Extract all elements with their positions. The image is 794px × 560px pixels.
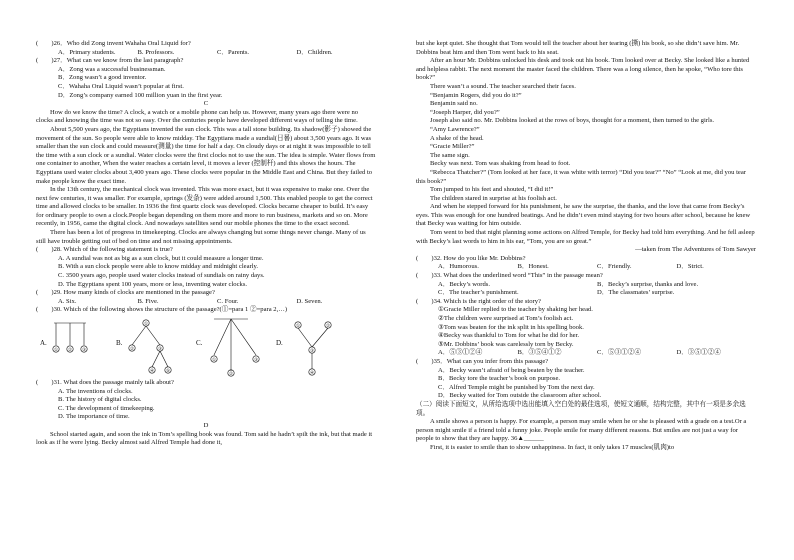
q34-option-c: C．⑤③①②④ xyxy=(597,349,641,357)
q28-option-d: D. The Egyptians spent 100 years, more or less, inventing water clocks. xyxy=(58,280,248,288)
diagram-c xyxy=(211,319,259,376)
diagram-d-node-1: ① xyxy=(295,323,301,328)
diagram-c-node-3: ③ xyxy=(253,357,259,362)
q33-options-row-2 xyxy=(416,289,756,298)
q31-option-c: C. The development of timekeeping. xyxy=(58,404,155,412)
q26-options xyxy=(36,49,376,58)
q30-diagrams xyxy=(36,315,376,379)
q35-option-d: D．Becky waited for Tom outside the classroom after school. xyxy=(438,392,602,400)
q31-option-a: A. The inventions of clocks. xyxy=(58,387,133,395)
diagram-d-node-4: ④ xyxy=(309,370,315,375)
q27-option-b: B．Zong wasn’t a good inventor. xyxy=(58,74,147,82)
q26-stem: ( )26．Who did Zong invent Wahaha Oral Liquid for? xyxy=(36,40,191,47)
story-para-12: Becky was next. Tom was shaking from head to foot. xyxy=(430,160,571,168)
left-column xyxy=(36,40,376,448)
q29-option-c: C. Four. xyxy=(217,297,239,305)
q29-stem: ( )29. How many kinds of clocks are mentioned in the passage? xyxy=(36,289,215,297)
passage-d-start: School started again, and soon the ink in Tom’s spelling book was found. Tom said he hadn’t spilt the ink, but that made it look as if he were lying. Becky almost said Alfred Temple had done it, xyxy=(36,430,373,447)
q34-options xyxy=(416,349,756,358)
diagram-a-node-2: ② xyxy=(67,347,73,352)
passage-c-para-4: There has been a lot of progress in timekeeping. Clocks are always changing but some things never change. Many of us still have trouble getting out of bed on time and not missing appointments. xyxy=(36,229,366,245)
q27-stem: ( )27．What can we know from the last paragraph? xyxy=(36,57,184,65)
q30-label-d: D. xyxy=(276,339,283,347)
q29-option-d: D. Seven. xyxy=(296,297,323,305)
diagram-b-node-4: ④ xyxy=(149,368,155,373)
q30-label-c: C. xyxy=(196,339,203,347)
q26-option-c: C．Parents. xyxy=(217,48,250,56)
story-para-6: “Joseph Harper, did you?” xyxy=(430,108,500,116)
q32-options xyxy=(416,263,756,272)
q29-option-a: A. Six. xyxy=(58,297,77,305)
story-para-3: There wasn’t a sound. The teacher searched their faces. xyxy=(430,82,576,90)
diagram-c-node-2: ② xyxy=(228,371,234,376)
q28-option-b: B. With a sun clock people were able to know midday and midnight clearly. xyxy=(58,263,259,271)
story-para-8: “Amy Lawrence?” xyxy=(430,125,480,133)
q34-option-d: D．③⑤①②④ xyxy=(676,349,721,357)
q31-option-d: D. The importance of time. xyxy=(58,413,130,421)
q33-option-b: B．Becky’s surprise, thanks and love. xyxy=(597,280,699,288)
q35-stem: ( )35．What can you infer from this passage? xyxy=(416,357,549,365)
smile-para-1: A smile shows a person is happy. For example, a person may smile when he or she is pleased with a grade on a test.Or a person might smile if a friend told a funny joke. People smile for many different reasons. But smiles are not just a way for people to show that they are happy. 36▲______ xyxy=(416,418,747,443)
q34-item-2: ②The children were surprised at Tom’s foolish act. xyxy=(438,315,573,322)
q33-options-row-1 xyxy=(416,281,756,290)
q27-option-a: A．Zong was a successful businessman. xyxy=(58,65,166,73)
q33-stem: ( )33. What does the underlined word “This” in the passage mean? xyxy=(416,272,603,280)
q31-option-b: B. The history of digital clocks. xyxy=(58,396,142,404)
q26-option-a: A．Primary students. xyxy=(58,48,116,56)
story-para-11: The same sign. xyxy=(430,151,470,159)
q29-option-b: B. Five. xyxy=(137,297,159,305)
q33-option-d: D．The classmates’ surprise. xyxy=(597,289,675,297)
story-para-13: “Rebecca Thatcher?” (Tom looked at her face, it was white with terror) “Did you tear?” “No” “Look at me, did you tear this book?” xyxy=(416,168,746,185)
diagram-a-node-3: ③ xyxy=(81,347,87,352)
q32-option-a: A．Humorous. xyxy=(438,263,479,271)
passage-c-para-3: In the 13th century, the mechanical clock was invented. This was more exact, but it was expensive to make one. Over the next few centuries, it was smaller. For example, springs (发条) were added around 1,500. This enabled people to get the correct time and allowed clocks to be smaller. In 1936 the first quartz clock was developed. Clocks became cheaper to build. It’s easy for ordinary people to own a clock.People began depending on them more and more to run business, markets and so on. More recently, in 1956, came the digital clock. And nowadays satellites send our mobile phones the time to the exact second. xyxy=(36,186,373,228)
story-para-17: Tom went to bed that night planning some actions on Alfred Temple, for Becky had told him everything. And he fell asleep with Becky’s last words to him in his ear, “Tom, you are so great.” xyxy=(416,229,755,245)
passage-c-para-2: About 5,500 years ago, the Egyptians invented the sun clock. This was a tall stone building. Its shadow(影子) showed the movement of the sun. So people were able to know midday. The Egyptians made a sundial(日晷) about 3,500 years ago. It was smaller than the sun clock and could measure(测量) the time for half a day. On cloudy days or at night it was impossible to tell the time with a sun clock or a sundial. Water clocks were the first clocks not to use the sun. The idea is simple. Water flows from one container to another, When the water reaches a certain level, it moves a lever (控制杆) and this shows the hours. The Egyptians used water clocks about 3,400 years ago. These clocks were popular in the Middle East and China. But they failed to make people know the exact time. xyxy=(36,125,376,185)
q34-item-4: ④Becky was thankful to Tom for what he did for her. xyxy=(438,332,580,340)
story-para-15: The children stared in surprise at his foolish act. xyxy=(430,194,557,202)
q30-label-b: B. xyxy=(116,339,123,347)
story-para-14: Tom jumped to his feet and shouted, “I did it!” xyxy=(430,186,554,194)
story-para-2: After an hour Mr. Dobbins unlocked his desk and took out his book. Tom looked over at Becky. She looked like a hunted and helpless rabbit. The next moment the master faced the children. There was a long silence, then he spoke, “Who tore this book?” xyxy=(416,57,750,82)
story-source: —taken from The Adventures of Tom Sawyer xyxy=(635,246,756,254)
q27-option-d: D．Zong’s company earned 100 million yuan in the first year. xyxy=(58,91,223,99)
story-para-9: A shake of the head. xyxy=(430,134,484,142)
diagram-b-node-5: ⑤ xyxy=(165,368,171,373)
q35-option-a: A．Becky wasn’t afraid of being beaten by the teacher. xyxy=(438,366,585,374)
q26-option-b: B. Professors. xyxy=(137,48,175,56)
diagram-b-node-1: ① xyxy=(143,321,149,326)
q30-label-a: A. xyxy=(40,339,47,347)
q28-stem: ( )28. Which of the following statement is true? xyxy=(36,246,173,254)
diagram-b-node-3: ③ xyxy=(157,346,163,351)
section-2-instruction: （二）阅读下面短文，从所给选项中选出能填入空白处的最佳选项，使短文通顺，结构完整，其中有一项是多余选项。 xyxy=(416,400,746,417)
q30-stem: ( )30. Which of the following shows the structure of the passage?(①=para 1 ②=para 2,…) xyxy=(36,306,288,314)
q34-item-1: ①Gracie Miller replied to the teacher by shaking her head. xyxy=(438,306,593,314)
q30-structure-diagrams xyxy=(36,315,376,379)
q32-option-d: D．Strict. xyxy=(676,263,704,271)
section-d-heading: D xyxy=(203,421,209,429)
story-para-10: “Gracie Miller?” xyxy=(430,143,475,151)
q34-stem: ( )34. Which is the right order of the story? xyxy=(416,297,541,305)
q35-option-b: B．Becky tore the teacher’s book on purpose. xyxy=(438,375,561,383)
story-para-16: And when he stepped forward for his punishment, he saw the surprise, the thanks, and the love that came from Becky’s eyes. This was enough for one hundred beatings. And he didn’t even mind staying for two hours after school, because he knew that Becky was waiting for him outside. xyxy=(416,203,751,228)
q32-option-b: B．Honest. xyxy=(517,263,549,271)
diagram-d-node-3: ③ xyxy=(309,348,315,353)
story-para-4: “Benjamin Rogers, did you do it?” xyxy=(430,91,522,99)
q32-option-c: C．Friendly. xyxy=(597,263,632,271)
q33-option-c: C．The teacher’s punishment. xyxy=(438,289,519,297)
diagram-a-node-1: ① xyxy=(53,347,59,352)
story-para-7: Joseph also said no. Mr. Dobbins looked at the rows of boys, thought for a moment, then turned to the girls. xyxy=(430,117,715,125)
q26-option-d: D．Children. xyxy=(296,48,333,56)
q28-option-a: A. A sundial was not as big as a sun clock, but it could measure a longer time. xyxy=(58,254,264,262)
diagram-b-node-2: ② xyxy=(129,346,135,351)
passage-c-para-1: How do we know the time? A clock, a watch or a mobile phone can help us. However, many years ago there were no clocks and knowing the time was not so easy. Over the centuries people have developed different ways of telling the time. xyxy=(36,108,359,125)
q35-option-c: C．Alfred Temple might be punished by Tom the next day. xyxy=(438,383,595,391)
q34-option-a: A．⑤③①②④ xyxy=(438,349,483,357)
q33-option-a: A．Becky’s words. xyxy=(438,280,491,288)
story-para-5: Benjamin said no. xyxy=(430,100,478,108)
diagram-d-node-2: ② xyxy=(325,323,331,328)
q31-stem: ( )31. What does the passage mainly talk about? xyxy=(36,379,174,386)
right-column xyxy=(416,40,756,453)
diagram-c-node-1: ① xyxy=(211,357,217,362)
q32-stem: ( )32. How do you like Mr. Dobbins? xyxy=(416,254,526,262)
q28-option-c: C. 3500 years ago, people used water clocks instead of sundials on rainy days. xyxy=(58,272,265,280)
q34-item-5: ⑤Mr. Dobbins’ book was carelessly torn by Becky. xyxy=(438,340,574,348)
q34-option-b: B．③⑤④①② xyxy=(517,349,562,357)
smile-para-2: First, it is easier to smile than to show unhappiness. In fact, it only takes 17 muscles(肌肉)to xyxy=(430,443,675,451)
story-para-1: but she kept quiet. She thought that Tom would tell the teacher about her tearing (撕) his book, so she didn’t save him. Mr. Dobbins beat him and then Tom went back to his seat. xyxy=(416,40,740,56)
diagram-b xyxy=(129,320,171,373)
q34-item-3: ③Tom was beaten for the ink split in his spelling book. xyxy=(438,323,584,331)
section-c-heading: C xyxy=(203,100,209,108)
q27-option-c: C．Wahaha Oral Liquid wasn’t popular at first. xyxy=(58,82,184,90)
